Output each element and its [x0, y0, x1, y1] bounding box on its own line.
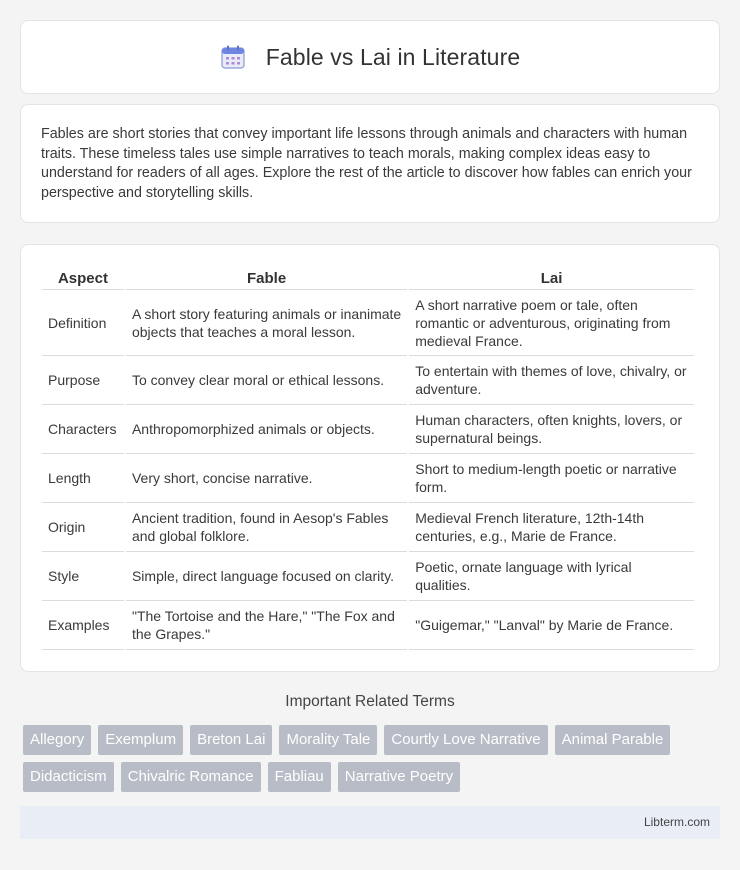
tag-allegory[interactable]: Allegory — [23, 725, 91, 755]
tag-animal-parable[interactable]: Animal Parable — [555, 725, 671, 755]
intro-card — [20, 104, 720, 223]
intro-text: Fables are short stories that convey important life lessons through animals and characters with human traits. These timeless tales use simple narratives to teach morals, making complex ideas easy to understand for readers of all ages. Explore the rest of the article to discover how fables can enrich your perspective and storytelling skills. — [41, 126, 692, 201]
cell-aspect: Examples — [42, 601, 124, 650]
table-row — [42, 552, 694, 601]
tag-chivalric-romance[interactable]: Chivalric Romance — [121, 762, 261, 792]
title-card — [20, 20, 720, 94]
cell-fable: Very short, concise narrative. — [126, 454, 407, 503]
comparison-card — [20, 244, 720, 672]
table-row — [42, 290, 694, 356]
cell-lai: Human characters, often knights, lovers, or supernatural beings. — [409, 405, 694, 454]
cell-fable: A short story featuring animals or inanimate objects that teaches a moral lesson. — [126, 290, 407, 356]
header-fable: Fable — [126, 265, 407, 290]
footer-site-link[interactable]: Libterm.com — [643, 815, 710, 829]
table-row — [42, 601, 694, 650]
cell-aspect: Characters — [42, 405, 124, 454]
cell-lai: Short to medium-length poetic or narrative form. — [409, 454, 694, 503]
table-row — [42, 503, 694, 552]
tag-courtly-love-narrative[interactable]: Courtly Love Narrative — [384, 725, 547, 755]
tag-breton-lai[interactable]: Breton Lai — [190, 725, 272, 755]
tag-narrative-poetry[interactable]: Narrative Poetry — [338, 762, 460, 792]
header-lai: Lai — [409, 265, 694, 290]
related-terms-list — [23, 725, 723, 792]
cell-lai: A short narrative poem or tale, often romantic or adventurous, originating from medieval France. — [409, 290, 694, 356]
cell-fable: To convey clear moral or ethical lessons. — [126, 356, 407, 405]
cell-fable: Simple, direct language focused on clarity. — [126, 552, 407, 601]
table-header-row — [42, 265, 694, 290]
cell-lai: Medieval French literature, 12th-14th centuries, e.g., Marie de France. — [409, 503, 694, 552]
calendar-icon — [220, 44, 246, 70]
footer — [20, 806, 720, 839]
cell-lai: Poetic, ornate language with lyrical qualities. — [409, 552, 694, 601]
comparison-table — [40, 265, 696, 650]
cell-aspect: Purpose — [42, 356, 124, 405]
cell-lai: "Guigemar," "Lanval" by Marie de France. — [409, 601, 694, 650]
tag-didacticism[interactable]: Didacticism — [23, 762, 114, 792]
cell-fable: Ancient tradition, found in Aesop's Fables and global folklore. — [126, 503, 407, 552]
cell-aspect: Style — [42, 552, 124, 601]
cell-fable: Anthropomorphized animals or objects. — [126, 405, 407, 454]
tag-morality-tale[interactable]: Morality Tale — [279, 725, 377, 755]
related-terms-title: Important Related Terms — [285, 693, 455, 710]
header-aspect: Aspect — [42, 265, 124, 290]
cell-aspect: Origin — [42, 503, 124, 552]
table-row — [42, 356, 694, 405]
cell-fable: "The Tortoise and the Hare," "The Fox and the Grapes." — [126, 601, 407, 650]
tag-exemplum[interactable]: Exemplum — [98, 725, 183, 755]
cell-aspect: Definition — [42, 290, 124, 356]
table-row — [42, 405, 694, 454]
page-title: Fable vs Lai in Literature — [265, 43, 521, 70]
cell-lai: To entertain with themes of love, chivalry, or adventure. — [409, 356, 694, 405]
cell-aspect: Length — [42, 454, 124, 503]
table-row — [42, 454, 694, 503]
tag-fabliau[interactable]: Fabliau — [268, 762, 331, 792]
